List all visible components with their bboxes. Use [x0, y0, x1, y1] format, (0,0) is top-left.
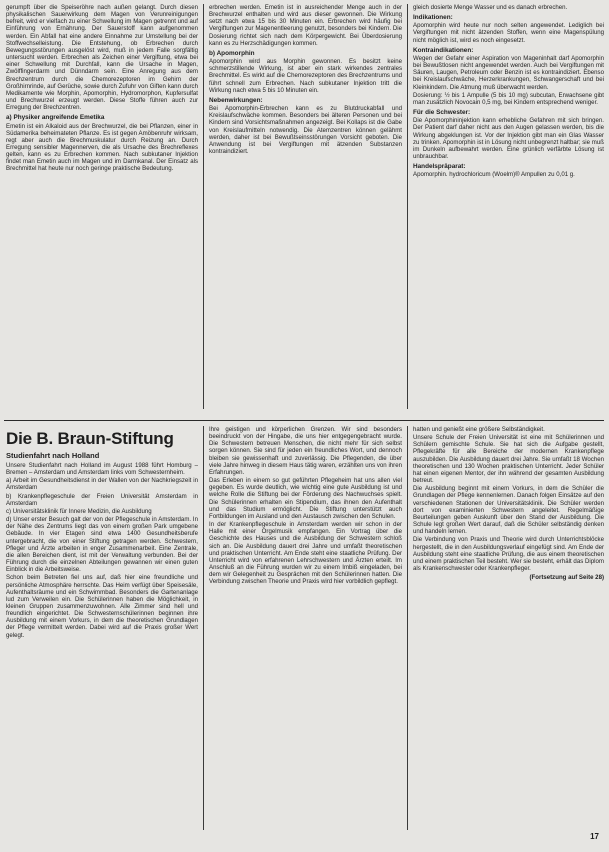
continuation-note: (Fortsetzung auf Seite 28)	[529, 574, 604, 582]
paragraph: a) Arbeit im Gesundheitsdienst in der Wallen von der Nachkriegszeit in Amsterdam	[6, 477, 198, 492]
paragraph: c) Universitätsklinik für Innere Medizin, die Ausbildung	[6, 507, 152, 515]
column-content	[6, 462, 198, 639]
section-heading: Kontraindikationen:	[413, 46, 474, 54]
column-divider	[407, 426, 408, 830]
section-heading: Nebenwirkungen:	[209, 96, 263, 104]
paragraph: gleich dosierte Menge Wasser und es danach erbrechen.	[413, 4, 568, 11]
column-content	[6, 4, 198, 173]
article-column-2	[209, 426, 402, 830]
article-column-3	[413, 426, 604, 822]
paragraph: Die Verbindung von Praxis und Theorie wird durch Unterrichtsblöcke hergestellt, die in den Ausbildungsverlauf eingefügt sind. Am Ende der Ausbildung steht eine staatliche Prüfung, die aus einem theoretischen und einem praktischen Teil besteht. Wer sie besteht, erhält das Diplom als Krankenschwester oder Krankenpfleger.	[413, 536, 604, 572]
paragraph: In der Krankenpflegeschule in Amsterdam werden wir schon in der Halle mit einer Orgelmusik empfangen. Ein Vortrag über die Geschichte des Hauses und die Ausbildung der Schwestern schloß sich an. Die Ausbildung dauert drei Jahre und umfaßt theoretischen und praktischen Unterricht. Am Ende steht eine staatliche Prüfung. Der Unterricht wird von erfahrenen Lehrschwestern und Ärzten erteilt. Im Anschluß an die Führung wurden wir zu einem Imbiß eingeladen, bei dem wir Gelegenheit zu Gesprächen mit den Schülerinnen hatten. Die Verbindung zwischen Theorie und Praxis wird hier vorbildlich gepflegt.	[209, 521, 402, 586]
article-column-1	[6, 462, 198, 830]
column-content	[209, 426, 402, 585]
paragraph: gerumpft über die Speiseröhre nach außen gelangt. Durch diesen physikalischen Sauerwirkung dem Magen von Verunreinigungen befreit, wird er vielfach zu einer Schwellung im Magen getrennt und auf Einführung von Ernährung. Der Sauerstoff kann aufgenommen werden. Ein Abfall hat eine andere Einnahme zur Umstellung bei der Stoffwechselleistung. Die Entstehung, ob Erbrechen durch Bewegungsstörungen ausgelöst wird, muß in jedem Falle sorgfältig untersucht werden. Erbrechen als Zeichen einer Vergiftung, etwa bei einer Schwellung mit Durchfall, kann die Ursache in Magen, Zwölffingerdarm und Dünndarm sein. Eine Anregung aus dem Brechzentrum durch die Chemorezeptoren im Gehirn der Großhirnrinde, auf Gerüche, sowie durch Zufuhr von Giften kann durch Medikamente wie Morphin, Apomorphin, Hydromorphon, Kupfersulfat und Brechwurzel erzeugt werden. Diese Stoffe führen auch zur Erregung der Brechzentren.	[6, 4, 198, 112]
article-headline: Die B. Braun-Stiftung	[6, 429, 174, 448]
paragraph: b) Krankenpflegeschule der Freien Universität Amsterdam in Amsterdam	[6, 492, 198, 507]
column-divider	[407, 4, 408, 409]
paragraph: d) Unser erster Besuch galt der von der Pflegeschule in Amsterdam. In der Nähe des Zentrums liegt das von einem großen Park umgebene Gebäude. In vier Etagen sind etwa 1400 Gesundheitsberufe untergebracht, die von einer Stiftung getragen werden. Schwestern, Pfleger und Ärzte arbeiten in enger Zusammenarbeit. Eine Zentrale, die allen Bereichen dient, ist mit der Verwaltung verbunden. Bei der Führung durch die einzelnen Abteilungen gewannen wir einen guten Einblick in die Arbeitsweise.	[6, 516, 198, 574]
column-content	[413, 4, 604, 178]
article-subheadline: Studienfahrt nach Holland	[6, 451, 100, 460]
paragraph: erbrechen werden. Emetin ist in ausreichender Menge auch in der Brechwurzel enthalten und wird aus dieser gewonnen. Die Wirkung setzt nach etwa 15 bis 30 Minuten ein. Erbrechen wird häufig bei Vergiftungen zur Magenentleerung genutzt, besonders bei Kindern. Die Dosierung richtet sich nach dem Körpergewicht. Bei Überdosierung kann es zu Herzschädigungen kommen.	[209, 4, 402, 47]
paragraph: Die Ausbildung beginnt mit einem Vorkurs, in dem die Schüler die Grundlagen der Pflege kennenlernen. Danach folgen Einsätze auf den verschiedenen Stationen der Universitätsklinik. Die Schüler werden dort von examinierten Schwestern angeleitet. Regelmäßige Beurteilungen geben Auskunft über den Stand der Ausbildung. Die Schule legt großen Wert darauf, daß die Schüler selbständig denken und handeln lernen.	[413, 485, 604, 536]
paragraph: Ihre geistigen und körperlichen Grenzen. Wir sind besonders beeindruckt von der Hingabe, die uns hier entgegengebracht wurde. Die Schwestern betreuen Menschen, die nicht mehr für sich selbst sorgen können. Sie sind für jeden ein freundliches Wort, und dennoch bleiben sie gewissenhaft und zuverlässig. Die Pflegenden, die über viele Jahre hinweg in diesem Haus tätig waren, erzählten uns von ihren Erfahrungen.	[209, 426, 402, 476]
top-column-1	[6, 4, 198, 410]
paragraph: Schon beim Betreten fiel uns auf, daß hier eine freundliche und persönliche Atmosphäre herrschte. Das Heim verfügt über Speisesäle, Aufenthaltsräume und ein Schwimmbad. Besonders die Gartenanlage lud zum Verweilen ein. Die Schülerinnen haben die Möglichkeit, in kleinen Gruppen zusammenzuwohnen. Alle Zimmer sind hell und freundlich eingerichtet. Die Schwesternschülerinnen beginnen ihre Ausbildung mit einem Vorkurs, in dem die theoretischen Grundlagen der Pflege vermittelt werden. Dabei wird auf die Praxis großer Wert gelegt.	[6, 574, 198, 639]
paragraph: hatten und genießt eine größere Selbständigkeit.	[413, 426, 545, 433]
section-heading: a) Physiker angreifende Emetika	[6, 114, 105, 122]
section-divider	[4, 420, 604, 421]
column-content	[209, 4, 402, 155]
paragraph: Unsere Schule der Freien Universität ist eine mit Schülerinnen und Schülern gemischte Schule. Sie hat sich die Aufgabe gestellt, Pflegekräfte für alle Bereiche der modernen Krankenpflege auszubilden. Die Ausbildung dauert drei Jahre. Sie umfaßt 18 Wochen theoretischen und 130 Wochen praktischen Unterricht. Jeder Schüler hat einen eigenen Mentor, der ihn während der gesamten Ausbildung betreut.	[413, 434, 604, 485]
paragraph: Apomorphin wird heute nur noch selten angewendet. Lediglich bei Vergiftungen mit nicht ätzenden Stoffen, wenn eine Magenspülung nicht möglich ist, wird es noch eingesetzt.	[413, 22, 604, 44]
column-divider	[203, 426, 204, 830]
paragraph: Emetin ist ein Alkaloid aus der Brechwurzel, die bei Pflanzen, einer in Südamerika beheimateten Pflanze. Es ist gegen Amöbenruhr wirksam, regt aber auch die Brechmuskulatur durch Reizung an. Durch Erregung sensibler Magennerven, die als Ursache des Brechreflexes gelten, kann es zu Erbrechen kommen. Nach subkutaner Injektion findet man Emetin auch im Magen und im Darmkanal. Der Einsatz als Brechmittel hat heute nur noch geringe praktische Bedeutung.	[6, 122, 198, 173]
column-divider	[203, 4, 204, 409]
top-column-2	[209, 4, 402, 410]
paragraph: Apomorphin wird aus Morphin gewonnen. Es besitzt keine schmerzstillende Wirkung, ist aber ein stark wirkendes zentrales Brechmittel. Es wirkt auf die Chemorezeptoren des Brechzentrums und führt schnell zum Erbrechen. Nach subkutaner Injektion tritt die Wirkung nach etwa 5 bis 10 Minuten ein.	[209, 58, 402, 94]
section-heading: Handelspräparat:	[413, 163, 466, 171]
column-content	[413, 426, 604, 572]
top-column-3	[413, 4, 604, 410]
paragraph: Unsere Studienfahrt nach Holland im August 1988 führt Homburg – Bremen – Amsterdam und Amsterdam links vom Schwesternheim.	[6, 462, 198, 477]
paragraph: Die Apomorphininjektion kann erhebliche Gefahren mit sich bringen. Der Patient darf daher nicht aus den Augen gelassen werden, bis die Wirkung abgeklungen ist. Vor der Injektion gibt man ein Glas Wasser zu trinken. Apomorphin ist in Lösung nicht unbegrenzt haltbar; sie muß im Dunkeln aufbewahrt werden. Eine grünlich verfärbte Lösung ist unbrauchbar.	[413, 117, 604, 160]
paragraph: Apomorphin. hydrochloricum (Woelm)® Ampullen zu 0,01 g.	[413, 171, 575, 179]
paragraph: Wegen der Gefahr einer Aspiration von Mageninhalt darf Apomorphin bei Bewußtlosen nicht angewendet werden. Auch bei Vergiftungen mit Säuren, Laugen, Petroleum oder Benzin ist es kontraindiziert. Ebenso bei Kreislaufschwäche, Herzerkrankungen, Schwangerschaft und bei Kleinkindern. Die Atmung muß überwacht werden.	[413, 54, 604, 91]
paragraph: Bei Apomorphin-Erbrechen kann es zu Blutdruckabfall und Kreislaufschwäche kommen. Besonders bei älteren Personen und bei Kindern sind Vorsichtsmaßnahmen angezeigt. Bei Kollaps ist die Gabe von Kreislaufmitteln notwendig. Die Atemzentren können gelähmt werden, daher ist bei Bewußtseinsstörungen Vorsicht geboten. Die Anwendung ist bei Vergiftungen mit ätzenden Substanzen kontraindiziert.	[209, 105, 402, 155]
paragraph: Dosierung: ½ bis 1 Ampulle (5 bis 10 mg) subcutan, Erwachsene gibt man zusätzlich Novocain 0,5 mg, bei Kindern entsprechend weniger.	[413, 91, 604, 106]
paragraph: Das Erleben in einem so gut geführten Pflegeheim hat uns allen viel gegeben. Es wurde deutlich, wie wichtig eine gute Ausbildung ist und welche Rolle die Stiftung bei der Förderung des Nachwuchses spielt. Die Schülerinnen erhalten ein Stipendium, das ihnen den Aufenthalt und das Studium ermöglicht. Die Stiftung unterstützt auch Fortbildungen im Ausland und den Austausch zwischen den Schulen.	[209, 477, 402, 520]
page-number: 17	[590, 832, 599, 841]
section-heading: b) Apomorphin	[209, 49, 255, 57]
section-heading: Für die Schwester:	[413, 109, 471, 117]
section-heading: Indikationen:	[413, 14, 453, 22]
